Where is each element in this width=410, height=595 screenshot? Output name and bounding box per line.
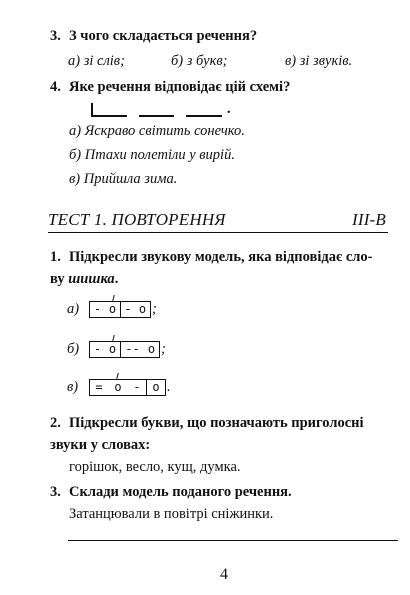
- task-1-text-line2: ву шишка.: [50, 271, 119, 287]
- question-4-text: Яке речення відповідає цій схемі?: [69, 79, 291, 95]
- model-c-cell-4: о: [146, 380, 165, 395]
- question-3-option-b[interactable]: б) з букв;: [171, 53, 228, 69]
- model-a-cell-1: -: [93, 302, 102, 316]
- model-b-cell-2: о: [108, 342, 117, 356]
- model-a-end: ;: [152, 301, 157, 317]
- model-a-cell-2: о: [108, 302, 117, 316]
- task-3-text: Склади модель поданого речення.: [69, 484, 292, 500]
- question-3-text: З чого складається речення?: [69, 28, 258, 44]
- model-b-end: ;: [161, 341, 166, 357]
- model-b-cell-3: --: [120, 342, 144, 357]
- task-2-words[interactable]: горішок, весло, кущ, думка.: [69, 459, 241, 475]
- task-2-text-line2: звуки у словах:: [50, 437, 151, 453]
- sound-model-a[interactable]: [89, 301, 151, 318]
- sound-model-b[interactable]: [89, 341, 160, 358]
- task-1-number: 1.: [50, 249, 61, 265]
- question-4-option-c[interactable]: в) Прийшла зима.: [69, 171, 178, 187]
- model-c-cell-2: о: [114, 380, 122, 394]
- scheme-word-3: [186, 115, 222, 117]
- question-4-number: 4.: [50, 79, 61, 95]
- task-3-number: 3.: [50, 484, 61, 500]
- task-2-text-line1: Підкресли букви, що позначають приголосні: [69, 415, 364, 431]
- answer-line[interactable]: [68, 540, 398, 541]
- question-4-option-a[interactable]: а) Яскраво світить сонечко.: [69, 123, 245, 139]
- scheme-period: .: [227, 101, 231, 117]
- task-2-number: 2.: [50, 415, 61, 431]
- test-variant: ІІІ-В: [351, 210, 386, 229]
- sound-model-c[interactable]: [89, 379, 166, 396]
- task-1-option-a-label: а): [67, 301, 80, 317]
- model-a-cell-4: о: [138, 302, 147, 316]
- task-1-option-c-label: в): [67, 379, 79, 395]
- task-3-sentence: Затанцювали в повітрі сніжинки.: [69, 506, 274, 522]
- test-title: ТЕСТ 1. ПОВТОРЕННЯ: [48, 210, 226, 229]
- model-c-cell-3: -: [133, 380, 141, 394]
- question-3-number: 3.: [50, 28, 61, 44]
- model-a-cell-3: -: [120, 302, 135, 317]
- question-4-option-b[interactable]: б) Птахи полетіли у вирій.: [69, 147, 235, 163]
- model-b-cell-1: -: [93, 342, 102, 356]
- model-c-end: .: [167, 379, 171, 395]
- target-word: шишка: [68, 271, 115, 287]
- model-b-cell-4: о: [147, 342, 156, 356]
- page-number: 4: [220, 566, 228, 583]
- question-3-option-a[interactable]: а) зі слів;: [68, 53, 125, 69]
- scheme-word-1: [91, 115, 127, 117]
- question-3-option-c[interactable]: в) зі звуків.: [285, 53, 353, 69]
- task-1-text-line1: Підкресли звукову модель, яка відповідає сло-: [69, 249, 373, 265]
- scheme-word-2: [139, 115, 174, 117]
- model-c-cell-1: =: [95, 380, 103, 394]
- task-1-option-b-label: б): [67, 341, 80, 357]
